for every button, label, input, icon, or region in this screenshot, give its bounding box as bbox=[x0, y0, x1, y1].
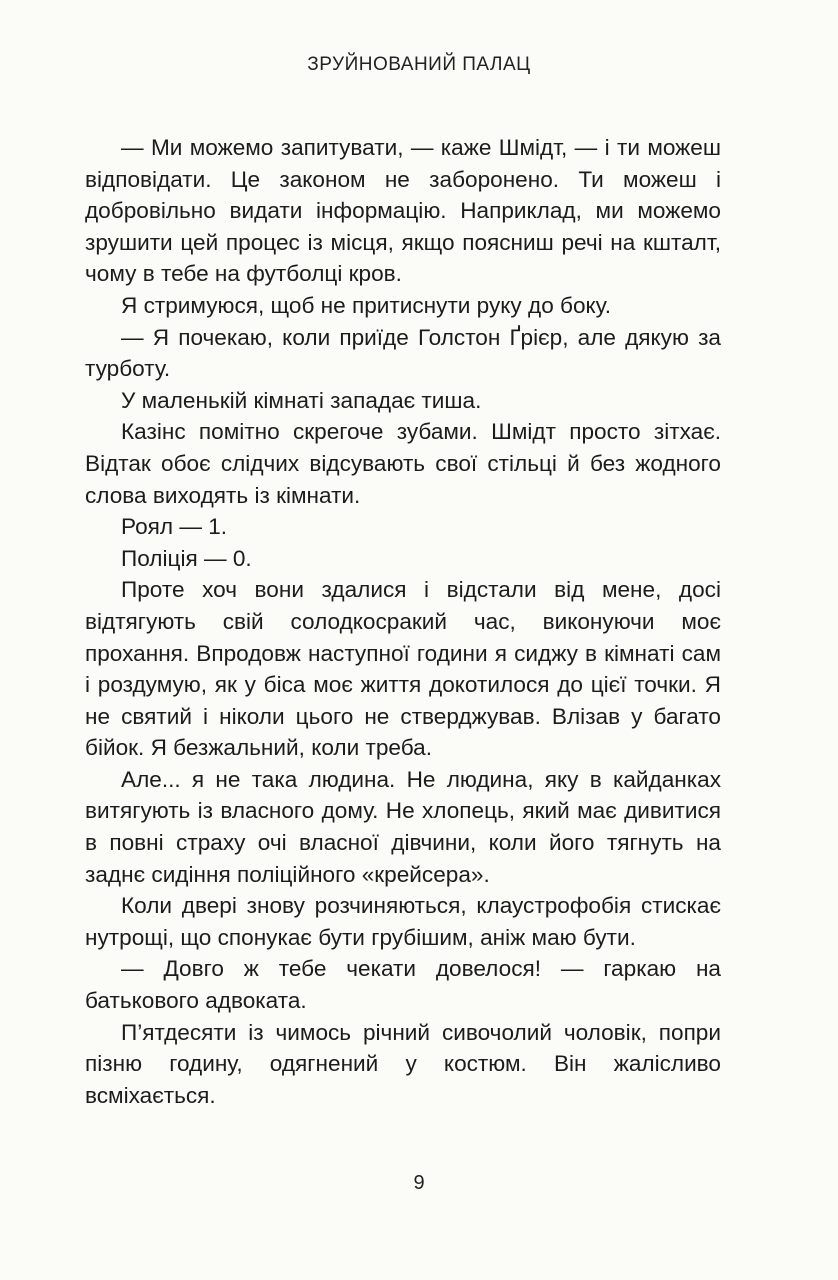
paragraph: Проте хоч вони здалися і відстали від мене, досі відтягують свій солодкосракий час, виконуючи моє прохання. Впродовж наступної години я сиджу в кімнаті сам і роздумую, як у біса моє життя докотилося до цієї точки. Я не святий і ніколи цього не стверджував. Влізав у багато бійок. Я безжальний, коли треба. bbox=[85, 577, 721, 761]
page-number: 9 bbox=[413, 1172, 425, 1194]
paragraph: — Довго ж тебе чекати довелося! — гаркаю на батькового адвоката. bbox=[85, 956, 721, 1014]
paragraph: Казінс помітно скрегоче зубами. Шмідт просто зітхає. Відтак обоє слідчих відсувають свої стільці й без жодного слова виходять із кімнати. bbox=[85, 419, 721, 508]
paragraph: Поліція — 0. bbox=[121, 545, 252, 571]
paragraph: — Я почекаю, коли приїде Голстон Ґрієр, але дякую за турботу. bbox=[85, 324, 721, 382]
paragraph: Коли двері знову розчиняються, клаустрофобія стискає нутрощі, що спонукає бути грубішим, аніж маю бути. bbox=[85, 893, 721, 950]
paragraph: — Ми можемо запитувати, — каже Шмідт, — і ти можеш відповідати. Це законом не заборонено. Ти можеш і добровільно видати інформацію. Наприклад, ми можемо зрушити цей процес із місця, якщо поясниш речі на кшталт, чому в тебе на футболці кров. bbox=[85, 135, 721, 287]
paragraph: Я стримуюся, щоб не притиснути руку до боку. bbox=[121, 292, 611, 318]
paragraph: Але... я не така людина. Не людина, яку в кайданках витягують із власного дому. Не хлопець, який має дивитися в повні страху очі власної дівчини, коли його тягнуть на заднє сидіння поліційного «крейсера». bbox=[85, 766, 721, 887]
paragraph: Роял — 1. bbox=[121, 514, 228, 540]
paragraph: У маленькій кімнаті западає тиша. bbox=[121, 387, 482, 413]
paragraph: П’ятдесяти із чимось річний сивочолий чоловік, попри пізню годину, одягнений у костюм. Він жалісливо всміхається. bbox=[85, 1019, 721, 1108]
running-head: ЗРУЙНОВАНИЙ ПАЛАЦ bbox=[307, 54, 531, 75]
body-text bbox=[85, 132, 721, 1111]
